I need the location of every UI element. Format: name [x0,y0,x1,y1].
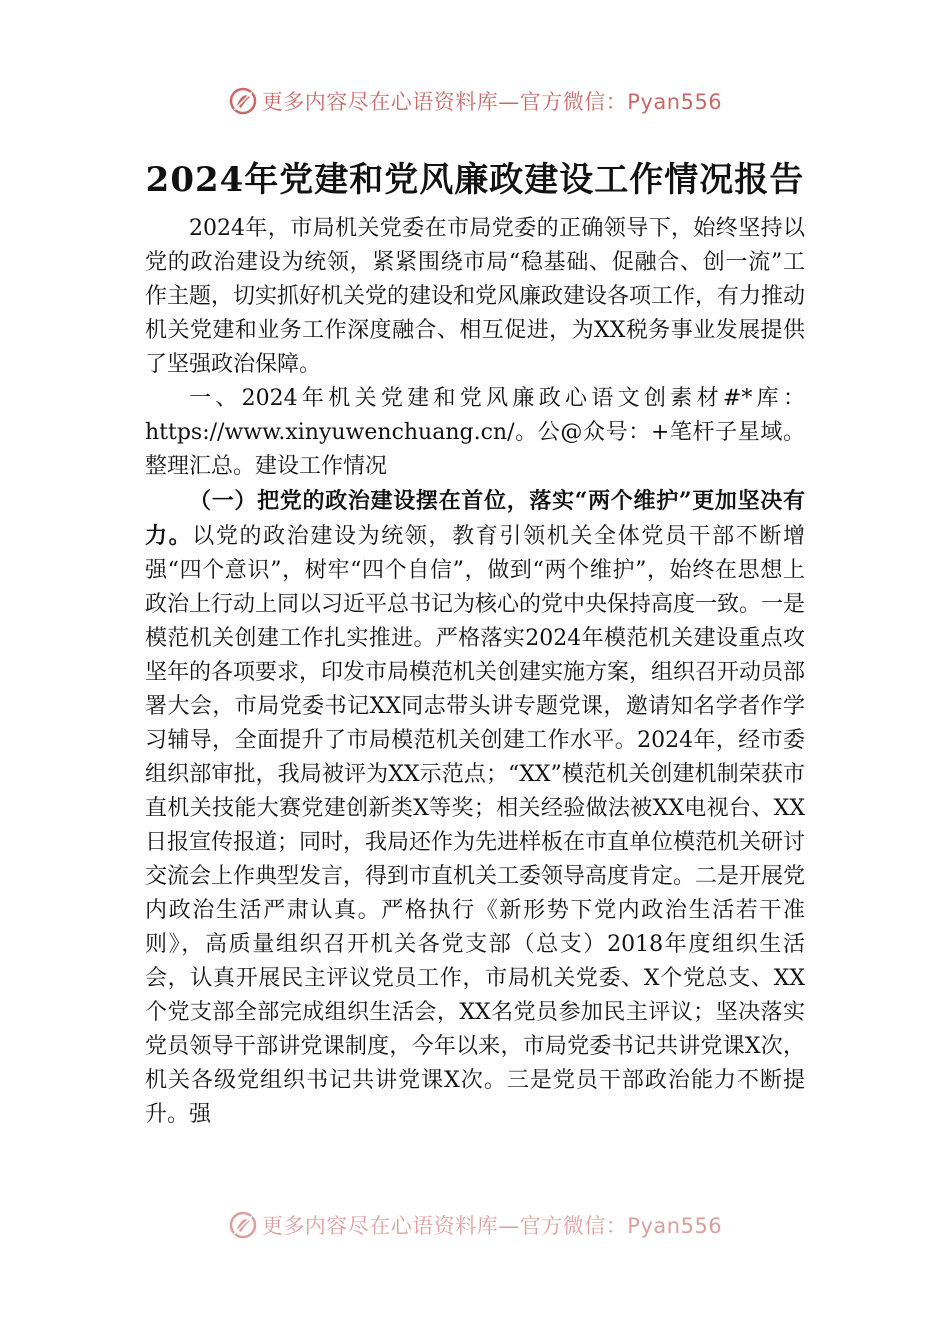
brand-logo-icon [228,86,258,116]
document-body [145,212,805,1132]
brand-logo-icon [228,1210,258,1240]
watermark-footer [0,1210,950,1240]
watermark-header [0,86,950,116]
paragraph-intro: 2024年，市局机关党委在市局党委的正确领导下，始终坚持以党的政治建设为统领，紧紧围绕市局“稳基础、促融合、创一流”工作主题，切实抓好机关党的建设和党风廉政建设各项工作，有力推动机关党建和业务工作深度融合、相互促进，为XX税务事业发展提供了坚强政治保障。 [145,216,806,377]
paragraph-section-1-1 [145,484,805,1132]
watermark-text: 更多内容尽在心语资料库—官方微信：Pyan556 [261,90,723,114]
section-heading-1: 一、2024年机关党建和党风廉政心语文创素材#*库：https://www.xinyuwenchuang.cn/。公@众号：+笔杆子星域。整理汇总。建设工作情况 [145,386,805,479]
subsection-body: 以党的政治建设为统领，教育引领机关全体党员干部不断增强“四个意识”，树牢“四个自信”，做到“两个维护”，始终在思想上政治上行动上同以习近平总书记为核心的党中央保持高度一致。一是模范机关创建工作扎实推进。严格落实2024年模范机关建设重点攻坚年的各项要求，印发市局模范机关创建实施方案，组织召开动员部署大会，市局党委书记XX同志带头讲专题党课，邀请知名学者作学习辅导，全面提升了市局模范机关创建工作水平。2024年，经市委组织部审批，我局被评为XX示范点；“XX”模范机关创建机制荣获市直机关技能大赛党建创新类X等奖；相关经验做法被XX电视台、XX日报宣传报道；同时，我局还作为先进样板在市直单位模范机关研讨交流会上作典型发言，得到市直机关工委领导高度肯定。二是开展党内政治生活严肃认真。严格执行《新形势下党内政治生活若干准则》，高质量组织召开机关各党支部（总支）2018年度组织生活会，认真开展民主评议党员工作，市局机关党委、X个党总支、XX个党支部全部完成组织生活会，XX名党员参加民主评议；坚决落实党员领导干部讲党课制度，今年以来，市局党委书记共讲党课X次，机关各级党组织书记共讲党课X次。三是党员干部政治能力不断提升。强 [145,524,806,1127]
watermark-text: 更多内容尽在心语资料库—官方微信：Pyan556 [261,1214,723,1238]
subsection-heading: （一）把党的政治建设摆在首位，落实“两个维护”更加坚决有力。 [145,488,805,549]
page-title: 2024年党建和党风廉政建设工作情况报告 [145,160,805,200]
